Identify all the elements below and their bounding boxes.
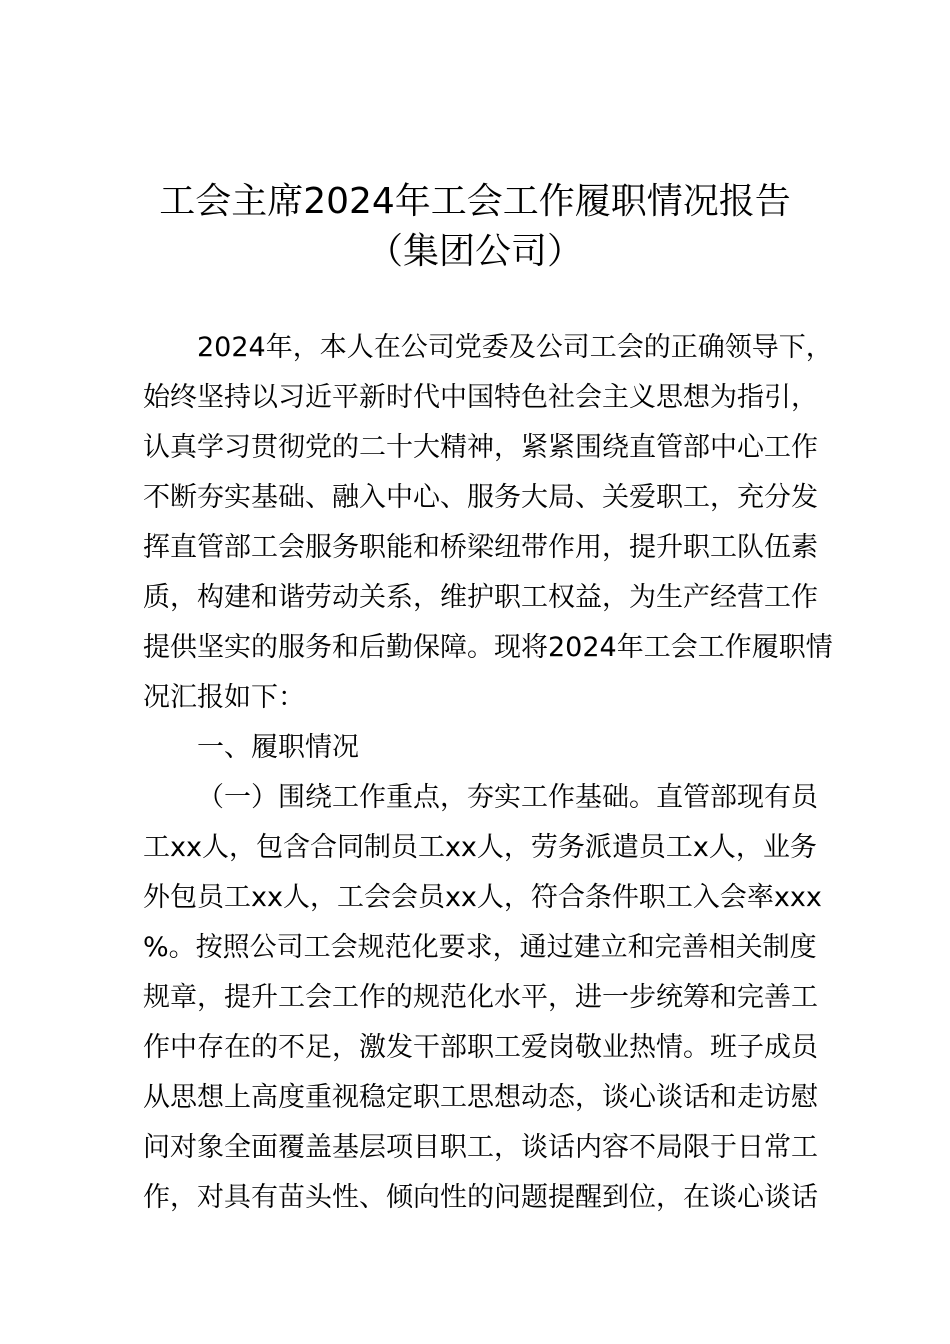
paragraph-line: 作，对具有苗头性、倾向性的问题提醒到位，在谈心谈话 xyxy=(143,1182,818,1213)
document-subtitle: （集团公司） xyxy=(366,231,583,272)
paragraph-line: 提供坚实的服务和后勤保障。现将2024年工会工作履职情 xyxy=(143,632,833,663)
paragraph-line: （一）围绕工作重点，夯实工作基础。直管部现有员 xyxy=(197,782,818,813)
paragraph-line: 工xx人，包含合同制员工xx人，劳务派遣员工x人，业务 xyxy=(143,832,817,863)
document-title: 工会主席2024年工会工作履职情况报告 xyxy=(159,181,791,222)
paragraph-line: 作中存在的不足，激发干部职工爱岗敬业热情。班子成员 xyxy=(143,1032,818,1063)
paragraph-line: 从思想上高度重视稳定职工思想动态，谈心谈话和走访慰 xyxy=(143,1082,818,1113)
paragraph-line: 问对象全面覆盖基层项目职工，谈话内容不局限于日常工 xyxy=(143,1132,818,1163)
paragraph-line: 质，构建和谐劳动关系，维护职工权益，为生产经营工作 xyxy=(143,582,818,613)
paragraph-line: 不断夯实基础、融入中心、服务大局、关爱职工，充分发 xyxy=(143,482,818,513)
paragraph-line: 挥直管部工会服务职能和桥梁纽带作用，提升职工队伍素 xyxy=(143,532,818,563)
paragraph-line: 况汇报如下： xyxy=(143,682,305,713)
paragraph-line: 外包员工xx人，工会会员xx人，符合条件职工入会率xxx xyxy=(143,882,822,913)
paragraph-line: 2024年，本人在公司党委及公司工会的正确领导下， xyxy=(197,332,833,363)
section-heading: 一、履职情况 xyxy=(197,732,359,763)
document-body xyxy=(143,323,833,1223)
paragraph-line: 始终坚持以习近平新时代中国特色社会主义思想为指引， xyxy=(143,382,818,413)
paragraph-line: %。按照公司工会规范化要求，通过建立和完善相关制度 xyxy=(143,932,817,963)
paragraph-line: 规章，提升工会工作的规范化水平，进一步统筹和完善工 xyxy=(143,982,818,1013)
paragraph-line: 认真学习贯彻党的二十大精神，紧紧围绕直管部中心工作 xyxy=(143,432,818,463)
